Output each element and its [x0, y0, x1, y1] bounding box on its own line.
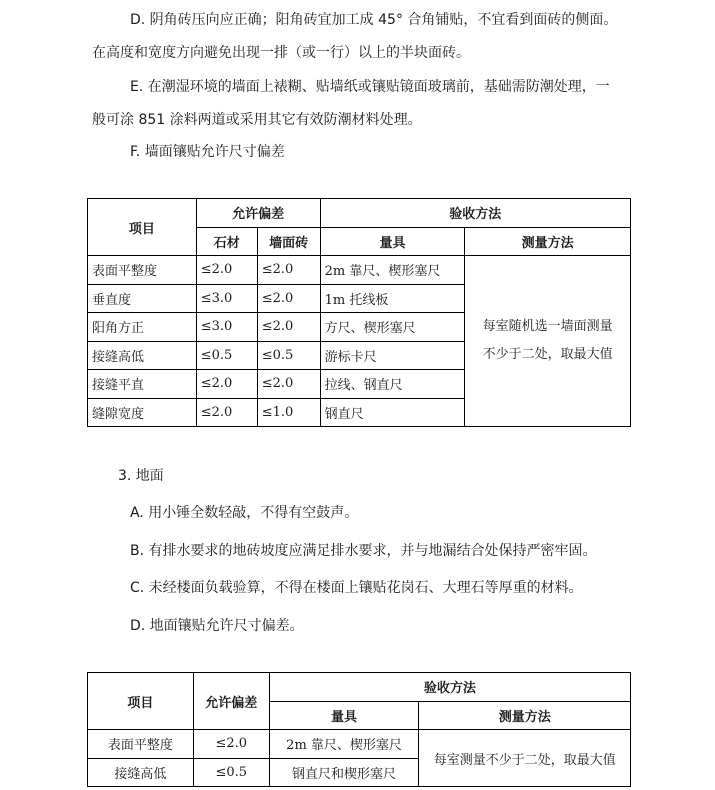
method-line2: 不少于二处，取最大值: [482, 347, 613, 362]
measurement-method-cell: [465, 256, 631, 427]
row-stone: ≤2.0: [196, 256, 257, 285]
floor-tolerance-table: [87, 672, 631, 787]
section-3-item-c: C. 未经楼面负载验算，不得在楼面上镶贴花岗石、大理石等厚重的材料。: [130, 580, 583, 596]
row-tile: ≤2.0: [257, 284, 320, 313]
row-stone: ≤3.0: [196, 284, 257, 313]
paragraph-d: [92, 4, 632, 70]
paragraph-d-line1: D. 阴角砖压向应正确；阳角砖宜加工成 45° 合角铺贴，不宜看到面砖的侧面。: [130, 12, 618, 28]
section-3-item-a: A. 用小锤全数轻敲，不得有空鼓声。: [130, 505, 359, 521]
table-row: [88, 256, 631, 285]
row-item: 阳角方正: [88, 313, 197, 342]
header-method: 测量方法: [465, 227, 631, 256]
row-stone: ≤2.0: [196, 398, 257, 427]
wall-tolerance-table: [87, 198, 631, 427]
row-item: 接缝高低: [88, 341, 197, 370]
section-3-title: 3. 地面: [118, 468, 164, 484]
header-tolerance: 允许偏差: [196, 199, 320, 228]
row-item: 表面平整度: [88, 256, 197, 285]
row-tile: ≤1.0: [257, 398, 320, 427]
paragraph-e-line2: 般可涂 851 涂料两道或采用其它有效防潮材料处理。: [92, 112, 422, 128]
row-item: 垂直度: [88, 284, 197, 313]
row-tool: 方尺、楔形塞尺: [320, 313, 465, 342]
row-tolerance: ≤0.5: [193, 758, 269, 787]
row-item: 接缝平直: [88, 370, 197, 399]
row-tool: 2m 靠尺、楔形塞尺: [320, 256, 465, 285]
section-3-item-d: D. 地面镶贴允许尺寸偏差。: [130, 618, 304, 634]
row-tolerance: ≤2.0: [193, 730, 269, 759]
method-line1: 每室随机选一墙面测量: [482, 319, 613, 334]
row-stone: ≤2.0: [196, 370, 257, 399]
table-row: [88, 730, 631, 759]
row-tile: ≤2.0: [257, 370, 320, 399]
row-stone: ≤3.0: [196, 313, 257, 342]
header-stone: 石材: [196, 227, 257, 256]
section-3-item-b: B. 有排水要求的地砖坡度应满足排水要求，并与地漏结合处保持严密牢固。: [130, 543, 597, 559]
row-item: 表面平整度: [88, 730, 194, 759]
row-tool: 2m 靠尺、楔形塞尺: [269, 730, 419, 759]
header-tolerance: 允许偏差: [193, 673, 269, 730]
paragraph-e-line1: E. 在潮湿环境的墙面上裱糊、贴墙纸或镶贴镜面玻璃前，基础需防潮处理，一: [130, 79, 610, 95]
paragraph-f: F. 墙面镶贴允许尺寸偏差: [130, 144, 285, 160]
row-tile: ≤0.5: [257, 341, 320, 370]
header-tool: 量具: [320, 227, 465, 256]
header-tool: 量具: [269, 701, 419, 730]
row-item: 接缝高低: [88, 758, 194, 787]
row-tool: 拉线、钢直尺: [320, 370, 465, 399]
measurement-method-cell: 每室测量不少于二处，取最大值: [419, 730, 631, 787]
header-acceptance: 验收方法: [269, 673, 630, 702]
header-tile: 墙面砖: [257, 227, 320, 256]
paragraph-e: [92, 71, 632, 137]
row-tool: 钢直尺和楔形塞尺: [269, 758, 419, 787]
row-tool: 钢直尺: [320, 398, 465, 427]
row-tile: ≤2.0: [257, 313, 320, 342]
header-item: 项目: [88, 199, 197, 256]
row-tool: 游标卡尺: [320, 341, 465, 370]
row-stone: ≤0.5: [196, 341, 257, 370]
header-acceptance: 验收方法: [320, 199, 630, 228]
header-item: 项目: [88, 673, 194, 730]
paragraph-d-line2: 在高度和宽度方向避免出现一排（或一行）以上的半块面砖。: [92, 45, 470, 61]
row-tool: 1m 托线板: [320, 284, 465, 313]
row-tile: ≤2.0: [257, 256, 320, 285]
row-item: 缝隙宽度: [88, 398, 197, 427]
header-method: 测量方法: [419, 701, 631, 730]
